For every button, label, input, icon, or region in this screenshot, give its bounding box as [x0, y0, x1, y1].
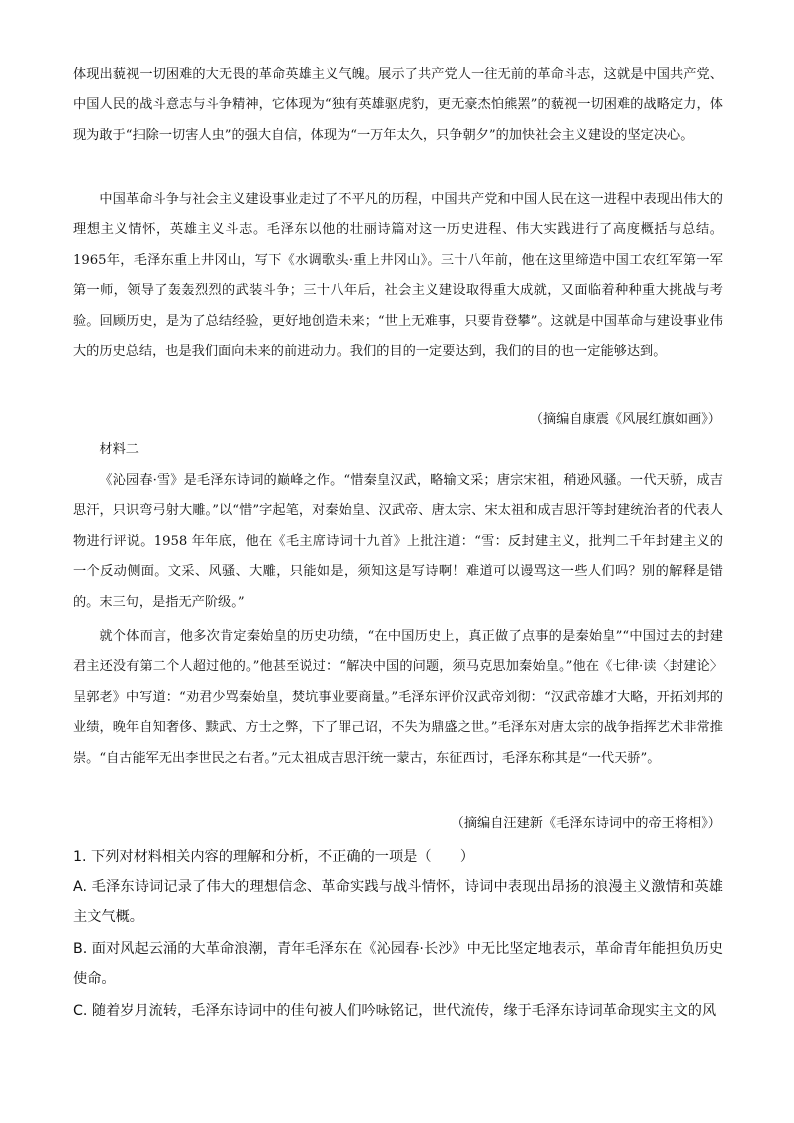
question-stem: 1. 下列对材料相关内容的理解和分析，不正确的一项是（ ） [73, 849, 475, 865]
material-two-source: （摘编自汪建新《毛泽东诗词中的帝王将相》） [450, 816, 721, 831]
material-two-paragraph-two: 就个体而言，他多次肯定秦始皇的历史功绩，“在中国历史上，真正做了点事的是秦始皇”“中国过去的封建君主还没有第二个人超过他的。”他甚至说过：“解决中国的问题，须马克思加秦始皇。”他在《七律·读〈封建论〉呈郭老》中写道：“劝君少骂秦始皇，焚坑事业要商量。”毛泽东评价汉武帝刘彻：“汉武帝雄才大略，开拓刘邦的业绩，晚年自知奢侈、黩武、方士之弊，下了罪己诏，不失为鼎盛之世。”毛泽东对唐太宗的战争指挥艺术非常推崇。“自古能军无出李世民之右者。”元太祖成吉思汗统一蒙古，东征西讨，毛泽东称其是“一代天骄”。 [73, 629, 723, 766]
material-one-paragraph-continued: 体现出藐视一切困难的大无畏的革命英雄主义气魄。展示了共产党人一往无前的革命斗志，这就是中国共产党、中国人民的战斗意志与斗争精神，它体现为“独有英雄驱虎豹，更无豪杰怕熊罴”的藐视一切困难的战略定力，体现为敢于“扫除一切害人虫”的强大自信，体现为“一万年太久，只争朝夕”的加快社会主义建设的坚定决心。 [73, 67, 723, 143]
material-one-source: （摘编自康震《风展红旗如画》） [529, 412, 721, 427]
question-option-c: C. 随着岁月流转，毛泽东诗词中的佳句被人们吟咏铭记，世代流传，缘于毛泽东诗词革命现实主文的风 [73, 1003, 717, 1019]
question-option-b: B. 面对风起云涌的大革命浪潮，青年毛泽东在《沁园春·长沙》中无比坚定地表示，革命青年能担负历史使命。 [73, 941, 723, 988]
question-option-a: A. 毛泽东诗词记录了伟大的理想信念、革命实践与战斗情怀，诗词中表现出昂扬的浪漫主义激情和英雄主文气概。 [73, 879, 723, 926]
material-two-heading: 材料二 [99, 442, 139, 457]
material-two-paragraph-one: 《沁园春·雪》是毛泽东诗词的巅峰之作。“惜秦皇汉武，略输文采；唐宗宋祖，稍逊风骚。一代天骄，成吉思汗，只识弯弓射大雕。”以“惜”字起笔，对秦始皇、汉武帝、唐太宗、宋太祖和成吉思汗等封建统治者的代表人物进行评说。1958 年年底，他在《毛主席诗词十九首》上批注道：“雪：反封建主义，批判二千年封建主义的一个反动侧面。文采、风骚、大雕，只能如是，须知这是写诗啊！难道可以谩骂这一些人们吗？别的解释是错的。末三句，是指无产阶级。” [73, 473, 723, 610]
material-one-paragraph-two: 中国革命斗争与社会主义建设事业走过了不平凡的历程，中国共产党和中国人民在这一进程中表现出伟大的理想主义情怀，英雄主义斗志。毛泽东以他的壮丽诗篇对这一历史进程、伟大实践进行了高度概括与总结。1965年，毛泽东重上井冈山，写下《水调歌头·重上井冈山》。三十八年前，他在这里缔造中国工农红军第一军第一师，领导了轰轰烈烈的武装斗争；三十八年后，社会主义建设取得重大成就，又面临着种种重大挑战与考验。回顾历史，是为了总结经验，更好地创造未来；“世上无难事，只要肯登攀”。这就是中国革命与建设事业伟大的历史总结，也是我们面向未来的前进动力。我们的目的一定要达到，我们的目的也一定能够达到。 [73, 192, 723, 360]
